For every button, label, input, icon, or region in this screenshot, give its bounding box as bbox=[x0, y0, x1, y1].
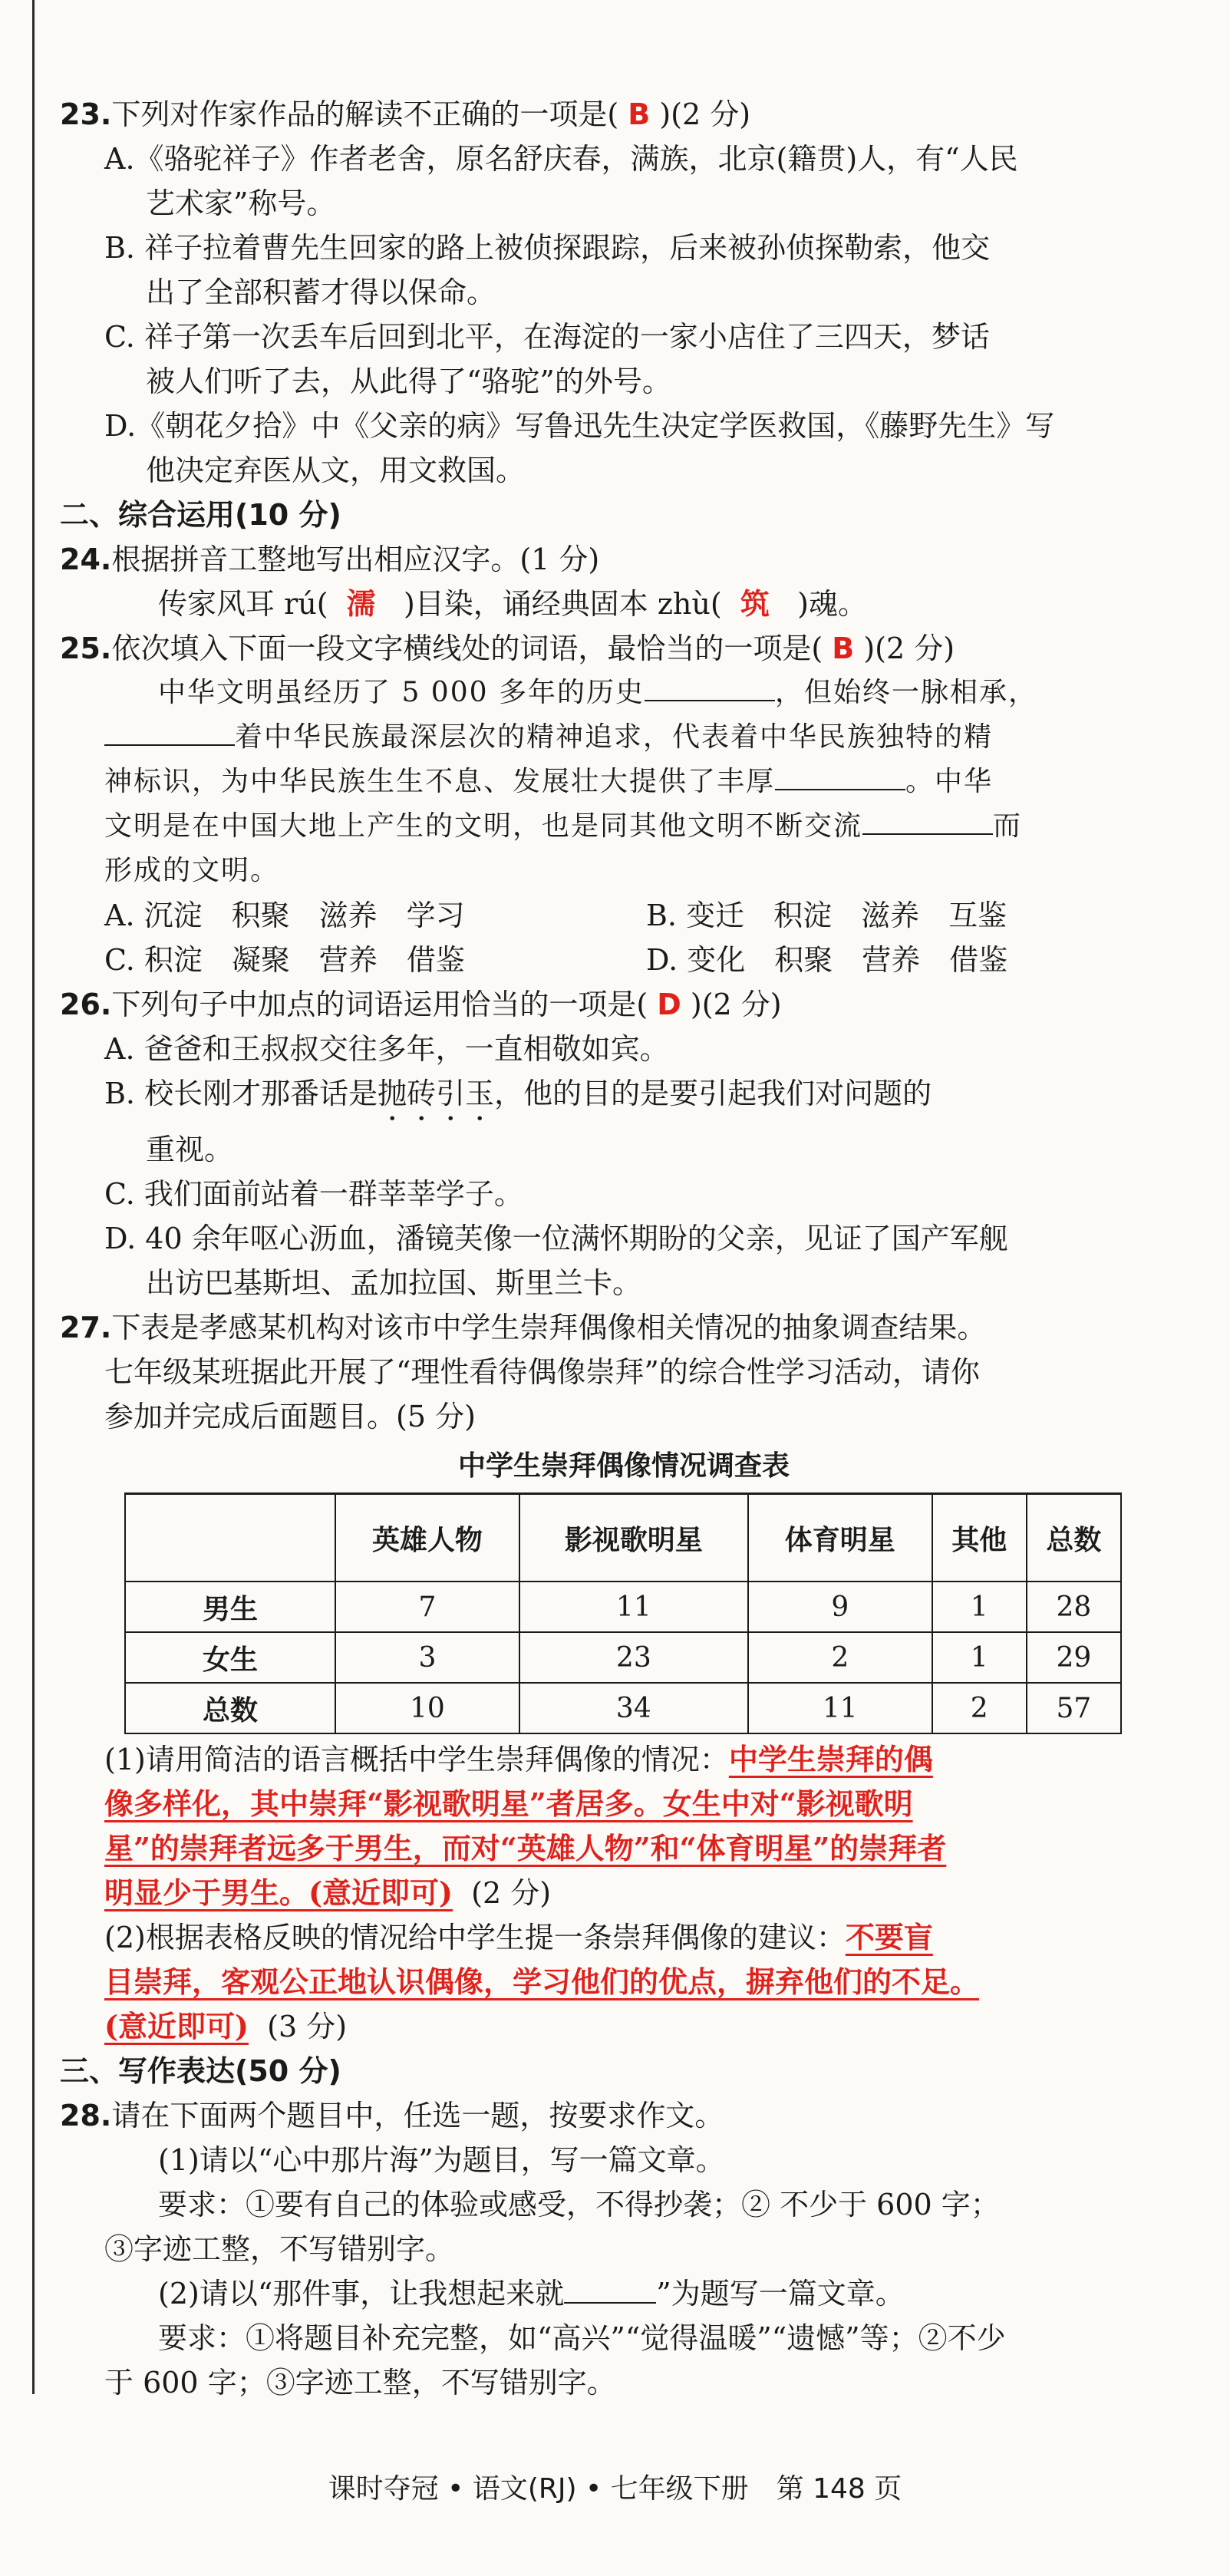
worksheet-page bbox=[60, 92, 1188, 2405]
dotted-word: 抛砖引玉 bbox=[378, 1077, 495, 1110]
answer-mark: B bbox=[832, 632, 855, 665]
table-header-row bbox=[125, 1494, 1121, 1582]
option-b bbox=[60, 1071, 1188, 1127]
table-header: 英雄人物 bbox=[335, 1494, 519, 1582]
section-heading-3: 三、写作表达(50 分) bbox=[60, 2054, 341, 2088]
option-b-cont: 出了全部积蓄才得以保命。 bbox=[146, 275, 496, 309]
sub-question-score: (3 分) bbox=[267, 2010, 348, 2043]
option-c-cont: 被人们听了去，从此得了“骆驼”的外号。 bbox=[146, 364, 671, 398]
sub-question-2: (2)根据表格反映的情况给中学生提一条崇拜偶像的建议： bbox=[104, 1921, 846, 1954]
table-cell: 34 bbox=[519, 1683, 748, 1733]
question-score: )(2 分) bbox=[863, 632, 955, 665]
fill-blank bbox=[104, 721, 235, 746]
question-23 bbox=[60, 92, 1188, 493]
table-cell: 1 bbox=[932, 1632, 1027, 1683]
question-stem: 下列对作家作品的解读不正确的一项是( bbox=[111, 97, 619, 131]
fill-blank bbox=[645, 677, 775, 701]
question-number: 23. bbox=[60, 97, 112, 131]
answer-text: 不要盲 bbox=[845, 1920, 933, 1954]
question-number: 27. bbox=[60, 1311, 112, 1344]
pinyin-line-part: )魂。 bbox=[797, 587, 867, 621]
fill-blank bbox=[775, 766, 905, 790]
answer-text: 中学生崇拜的偶 bbox=[728, 1742, 933, 1776]
table-cell: 57 bbox=[1027, 1683, 1121, 1733]
section-heading-2: 二、综合运用(10 分) bbox=[60, 498, 341, 532]
table-header bbox=[125, 1494, 335, 1582]
table-header: 其他 bbox=[932, 1494, 1027, 1582]
question-25 bbox=[60, 626, 1188, 982]
essay-topic-2-tail: ”为题写一篇文章。 bbox=[656, 2277, 905, 2310]
option-c: C. 积淀 凝聚 营养 借鉴 bbox=[104, 943, 465, 977]
question-number: 24. bbox=[60, 543, 112, 576]
table-header: 影视歌明星 bbox=[519, 1494, 748, 1582]
row-label: 女生 bbox=[125, 1632, 335, 1683]
question-stem-cont: 参加并完成后面题目。(5 分) bbox=[104, 1400, 476, 1433]
option-d-cont: 他决定弃医从文，用文救国。 bbox=[146, 454, 526, 487]
answer-text: (意近即可) bbox=[104, 2009, 249, 2043]
pinyin-line-part: )目染，诵经典固本 zhù( bbox=[403, 587, 722, 621]
answer-mark: B bbox=[628, 97, 651, 131]
fill-blank bbox=[862, 810, 993, 835]
option-b: B. 祥子拉着曹先生回家的路上被侦探跟踪，后来被孙侦探勒索，他交 bbox=[104, 231, 991, 265]
option-d: D. 40 余年呕心沥血，潘镜芙像一位满怀期盼的父亲，见证了国产军舰 bbox=[104, 1222, 1008, 1255]
option-c: C. 祥子第一次丢车后回到北平，在海淀的一家小店住了三四天，梦话 bbox=[104, 320, 990, 354]
left-margin-rule bbox=[32, 0, 35, 2394]
option-b: B. 变迁 积淀 滋养 互鉴 bbox=[646, 899, 1007, 932]
question-score: )(2 分) bbox=[659, 97, 751, 131]
table-cell: 7 bbox=[335, 1582, 519, 1632]
question-stem: 根据拼音工整地写出相应汉字。(1 分) bbox=[111, 543, 600, 576]
question-number: 25. bbox=[60, 632, 112, 665]
passage-text: 文明是在中国大地上产生的文明，也是同其他文明不断交流 bbox=[104, 810, 863, 842]
question-stem: 请在下面两个题目中，任选一题，按要求作文。 bbox=[111, 2099, 724, 2132]
table-cell: 11 bbox=[748, 1683, 932, 1733]
passage-text: 。中华 bbox=[905, 766, 994, 797]
table-cell: 2 bbox=[932, 1683, 1027, 1733]
option-text: ，他的目的是要引起我们对问题的 bbox=[494, 1077, 932, 1110]
passage-text: 形成的文明。 bbox=[104, 855, 280, 886]
answer-text: 目崇拜，客观公正地认识偶像，学习他们的优点，摒弃他们的不足。 bbox=[104, 1964, 980, 1999]
answer-mark: D bbox=[657, 988, 681, 1021]
answer-mark: 濡 bbox=[346, 587, 376, 621]
essay-requirement-cont: ③字迹工整，不写错别字。 bbox=[104, 2232, 455, 2266]
option-b-cont: 重视。 bbox=[146, 1133, 234, 1166]
question-24 bbox=[60, 537, 1188, 626]
essay-topic-1: (1)请以“心中那片海”为题目，写一篇文章。 bbox=[158, 2143, 725, 2177]
answer-text: 星”的崇拜者远多于男生，而对“英雄人物”和“体育明星”的崇拜者 bbox=[104, 1831, 947, 1865]
question-number: 28. bbox=[60, 2099, 112, 2132]
table-row bbox=[125, 1582, 1121, 1632]
option-a: A. 爸爸和王叔叔交往多年，一直相敬如宾。 bbox=[104, 1032, 669, 1066]
fill-blank bbox=[564, 2279, 656, 2304]
table-cell: 1 bbox=[932, 1582, 1027, 1632]
option-c: C. 我们面前站着一群莘莘学子。 bbox=[104, 1177, 523, 1211]
question-27 bbox=[60, 1305, 1188, 2049]
question-28 bbox=[60, 2093, 1188, 2405]
sub-question-score: (2 分) bbox=[471, 1876, 552, 1910]
essay-requirement-cont: 于 600 字；③字迹工整，不写错别字。 bbox=[104, 2366, 616, 2400]
question-stem: 依次填入下面一段文字横线处的词语，最恰当的一项是( bbox=[111, 632, 823, 665]
question-stem: 下列句子中加点的词语运用恰当的一项是( bbox=[111, 988, 648, 1021]
table-cell: 2 bbox=[748, 1632, 932, 1683]
option-d-cont: 出访巴基斯坦、孟加拉国、斯里兰卡。 bbox=[146, 1266, 642, 1300]
option-d: D.《朝花夕拾》中《父亲的病》写鲁迅先生决定学医救国，《藤野先生》写 bbox=[104, 409, 1055, 443]
survey-table bbox=[124, 1492, 1122, 1734]
table-cell: 9 bbox=[748, 1582, 932, 1632]
question-number: 26. bbox=[60, 988, 112, 1021]
answer-text: 像多样化，其中崇拜“影视歌明星”者居多。女生中对“影视歌明 bbox=[104, 1786, 913, 1821]
table-row bbox=[125, 1632, 1121, 1683]
passage-text: 中华文明虽经历了 5 000 多年的历史 bbox=[158, 677, 645, 708]
essay-requirement: 要求：①将题目补充完整，如“高兴”“觉得温暖”“遗憾”等；②不少 bbox=[158, 2321, 1006, 2355]
option-text: B. 校长刚才那番话是 bbox=[104, 1077, 378, 1110]
table-cell: 11 bbox=[519, 1582, 748, 1632]
table-cell: 28 bbox=[1027, 1582, 1121, 1632]
passage-text: ，但始终一脉相承， bbox=[774, 677, 1037, 708]
option-a: A.《骆驼祥子》作者老舍，原名舒庆春，满族，北京(籍贯)人，有“人民 bbox=[104, 142, 1018, 176]
option-a-cont: 艺术家”称号。 bbox=[146, 186, 336, 220]
essay-requirement: 要求：①要有自己的体验或感受，不得抄袭；② 不少于 600 字； bbox=[158, 2188, 1000, 2221]
answer-text: 明显少于男生。(意近即可) bbox=[104, 1875, 453, 1910]
table-cell: 23 bbox=[519, 1632, 748, 1683]
question-score: )(2 分) bbox=[690, 988, 782, 1021]
question-26 bbox=[60, 982, 1188, 1305]
row-label: 总数 bbox=[125, 1683, 335, 1733]
essay-topic-2: (2)请以“那件事，让我想起来就 bbox=[158, 2277, 565, 2310]
row-label: 男生 bbox=[125, 1582, 335, 1632]
table-header: 总数 bbox=[1027, 1494, 1121, 1582]
question-stem-cont: 七年级某班据此开展了“理性看待偶像崇拜”的综合性学习活动，请你 bbox=[104, 1355, 980, 1389]
table-cell: 3 bbox=[335, 1632, 519, 1683]
page-footer: 课时夺冠 • 语文(RJ) • 七年级下册 第 148 页 bbox=[328, 2473, 902, 2505]
table-header: 体育明星 bbox=[748, 1494, 932, 1582]
table-row bbox=[125, 1683, 1121, 1733]
passage-text: 神标识，为中华民族生生不息、发展壮大提供了丰厚 bbox=[104, 766, 776, 797]
pinyin-line-part: 传家风耳 rú( bbox=[158, 587, 328, 621]
answer-mark: 筑 bbox=[740, 587, 770, 621]
sub-question-1: (1)请用简洁的语言概括中学生崇拜偶像的情况： bbox=[104, 1743, 729, 1776]
table-cell: 29 bbox=[1027, 1632, 1121, 1683]
passage-text: 而 bbox=[993, 810, 1023, 842]
option-d: D. 变化 积聚 营养 借鉴 bbox=[646, 943, 1008, 977]
question-stem: 下表是孝感某机构对该市中学生崇拜偶像相关情况的抽象调查结果。 bbox=[111, 1311, 987, 1344]
passage-text: 着中华民族最深层次的精神追求，代表着中华民族独特的精 bbox=[235, 721, 994, 753]
table-title: 中学生崇拜偶像情况调查表 bbox=[457, 1450, 790, 1482]
option-a: A. 沉淀 积聚 滋养 学习 bbox=[104, 899, 465, 932]
table-cell: 10 bbox=[335, 1683, 519, 1733]
